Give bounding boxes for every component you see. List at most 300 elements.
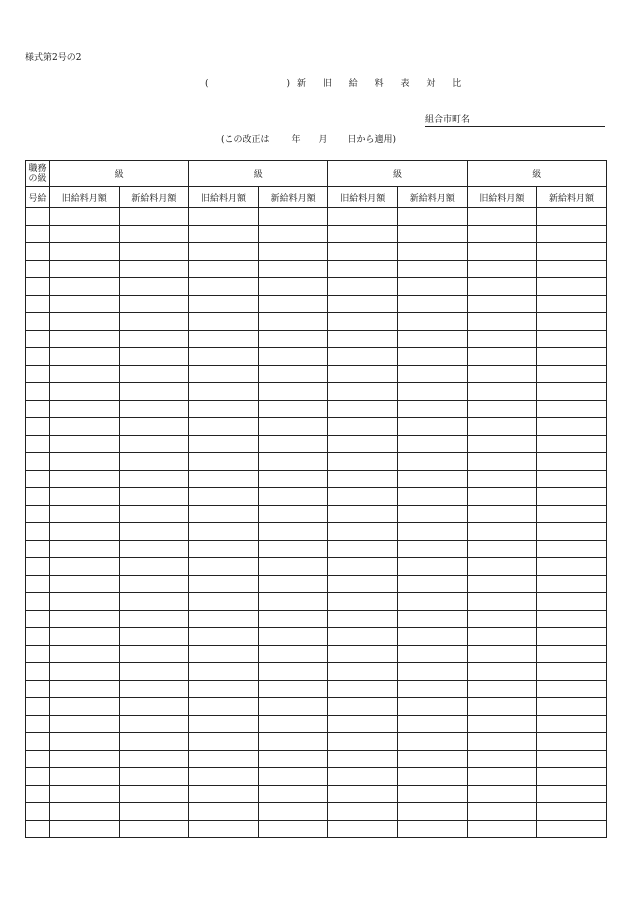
new-amount-cell[interactable] <box>119 260 189 278</box>
old-amount-cell[interactable] <box>467 645 537 663</box>
new-amount-cell[interactable] <box>537 400 607 418</box>
new-amount-cell[interactable] <box>119 540 189 558</box>
old-amount-cell[interactable] <box>467 470 537 488</box>
old-amount-cell[interactable] <box>328 313 398 331</box>
old-amount-cell[interactable] <box>189 628 259 646</box>
new-amount-cell[interactable] <box>398 313 468 331</box>
new-amount-cell[interactable] <box>537 278 607 296</box>
new-amount-cell[interactable] <box>119 645 189 663</box>
new-amount-cell[interactable] <box>258 768 328 786</box>
new-amount-cell[interactable] <box>537 750 607 768</box>
step-cell[interactable] <box>26 558 50 576</box>
old-amount-cell[interactable] <box>189 435 259 453</box>
new-amount-cell[interactable] <box>398 645 468 663</box>
old-amount-cell[interactable] <box>50 628 120 646</box>
old-amount-cell[interactable] <box>189 418 259 436</box>
new-amount-cell[interactable] <box>258 785 328 803</box>
new-amount-cell[interactable] <box>119 505 189 523</box>
new-amount-cell[interactable] <box>258 610 328 628</box>
old-amount-cell[interactable] <box>467 383 537 401</box>
old-amount-cell[interactable] <box>189 313 259 331</box>
old-amount-cell[interactable] <box>50 330 120 348</box>
new-amount-cell[interactable] <box>398 593 468 611</box>
old-amount-cell[interactable] <box>50 365 120 383</box>
old-amount-cell[interactable] <box>328 523 398 541</box>
step-cell[interactable] <box>26 348 50 366</box>
old-amount-cell[interactable] <box>467 208 537 226</box>
old-amount-cell[interactable] <box>189 295 259 313</box>
new-amount-cell[interactable] <box>537 610 607 628</box>
new-amount-cell[interactable] <box>119 785 189 803</box>
new-amount-cell[interactable] <box>537 820 607 838</box>
old-amount-cell[interactable] <box>467 278 537 296</box>
new-amount-cell[interactable] <box>398 365 468 383</box>
old-amount-cell[interactable] <box>328 225 398 243</box>
old-amount-cell[interactable] <box>328 295 398 313</box>
new-amount-cell[interactable] <box>398 260 468 278</box>
new-amount-cell[interactable] <box>258 383 328 401</box>
old-amount-cell[interactable] <box>328 663 398 681</box>
new-amount-cell[interactable] <box>258 313 328 331</box>
step-cell[interactable] <box>26 470 50 488</box>
new-amount-cell[interactable] <box>537 785 607 803</box>
step-cell[interactable] <box>26 208 50 226</box>
old-amount-cell[interactable] <box>50 505 120 523</box>
old-amount-cell[interactable] <box>189 663 259 681</box>
new-amount-cell[interactable] <box>119 453 189 471</box>
new-amount-cell[interactable] <box>258 243 328 261</box>
old-amount-cell[interactable] <box>467 593 537 611</box>
new-amount-cell[interactable] <box>398 243 468 261</box>
old-amount-cell[interactable] <box>189 645 259 663</box>
new-amount-cell[interactable] <box>398 505 468 523</box>
new-amount-cell[interactable] <box>119 628 189 646</box>
old-amount-cell[interactable] <box>328 698 398 716</box>
new-amount-cell[interactable] <box>119 680 189 698</box>
new-amount-cell[interactable] <box>537 453 607 471</box>
old-amount-cell[interactable] <box>189 558 259 576</box>
new-amount-cell[interactable] <box>119 435 189 453</box>
old-amount-cell[interactable] <box>328 383 398 401</box>
old-amount-cell[interactable] <box>467 750 537 768</box>
old-amount-cell[interactable] <box>328 558 398 576</box>
new-amount-cell[interactable] <box>119 348 189 366</box>
new-amount-cell[interactable] <box>398 803 468 821</box>
old-amount-cell[interactable] <box>467 365 537 383</box>
old-amount-cell[interactable] <box>50 558 120 576</box>
old-amount-cell[interactable] <box>328 715 398 733</box>
old-amount-cell[interactable] <box>467 418 537 436</box>
old-amount-cell[interactable] <box>467 400 537 418</box>
new-amount-cell[interactable] <box>119 225 189 243</box>
new-amount-cell[interactable] <box>258 733 328 751</box>
new-amount-cell[interactable] <box>398 453 468 471</box>
new-amount-cell[interactable] <box>119 768 189 786</box>
new-amount-cell[interactable] <box>398 785 468 803</box>
old-amount-cell[interactable] <box>189 610 259 628</box>
step-cell[interactable] <box>26 768 50 786</box>
new-amount-cell[interactable] <box>398 575 468 593</box>
old-amount-cell[interactable] <box>189 400 259 418</box>
new-amount-cell[interactable] <box>398 698 468 716</box>
old-amount-cell[interactable] <box>50 750 120 768</box>
old-amount-cell[interactable] <box>50 733 120 751</box>
new-amount-cell[interactable] <box>258 698 328 716</box>
old-amount-cell[interactable] <box>328 365 398 383</box>
step-cell[interactable] <box>26 330 50 348</box>
step-cell[interactable] <box>26 418 50 436</box>
old-amount-cell[interactable] <box>467 225 537 243</box>
old-amount-cell[interactable] <box>50 523 120 541</box>
old-amount-cell[interactable] <box>50 663 120 681</box>
step-cell[interactable] <box>26 435 50 453</box>
new-amount-cell[interactable] <box>119 803 189 821</box>
new-amount-cell[interactable] <box>119 733 189 751</box>
old-amount-cell[interactable] <box>328 348 398 366</box>
old-amount-cell[interactable] <box>328 803 398 821</box>
new-amount-cell[interactable] <box>398 400 468 418</box>
new-amount-cell[interactable] <box>258 295 328 313</box>
new-amount-cell[interactable] <box>537 313 607 331</box>
step-cell[interactable] <box>26 243 50 261</box>
old-amount-cell[interactable] <box>189 225 259 243</box>
old-amount-cell[interactable] <box>50 278 120 296</box>
old-amount-cell[interactable] <box>467 628 537 646</box>
new-amount-cell[interactable] <box>258 575 328 593</box>
new-amount-cell[interactable] <box>258 803 328 821</box>
step-cell[interactable] <box>26 260 50 278</box>
new-amount-cell[interactable] <box>258 330 328 348</box>
old-amount-cell[interactable] <box>328 645 398 663</box>
old-amount-cell[interactable] <box>50 453 120 471</box>
new-amount-cell[interactable] <box>398 225 468 243</box>
old-amount-cell[interactable] <box>467 803 537 821</box>
new-amount-cell[interactable] <box>537 365 607 383</box>
old-amount-cell[interactable] <box>189 453 259 471</box>
step-cell[interactable] <box>26 698 50 716</box>
new-amount-cell[interactable] <box>119 208 189 226</box>
step-cell[interactable] <box>26 785 50 803</box>
old-amount-cell[interactable] <box>50 593 120 611</box>
old-amount-cell[interactable] <box>467 768 537 786</box>
new-amount-cell[interactable] <box>398 330 468 348</box>
old-amount-cell[interactable] <box>189 330 259 348</box>
step-cell[interactable] <box>26 453 50 471</box>
new-amount-cell[interactable] <box>258 820 328 838</box>
old-amount-cell[interactable] <box>189 208 259 226</box>
old-amount-cell[interactable] <box>328 610 398 628</box>
new-amount-cell[interactable] <box>119 278 189 296</box>
old-amount-cell[interactable] <box>50 768 120 786</box>
step-cell[interactable] <box>26 313 50 331</box>
old-amount-cell[interactable] <box>467 505 537 523</box>
old-amount-cell[interactable] <box>328 820 398 838</box>
new-amount-cell[interactable] <box>537 243 607 261</box>
new-amount-cell[interactable] <box>119 470 189 488</box>
new-amount-cell[interactable] <box>537 680 607 698</box>
old-amount-cell[interactable] <box>467 313 537 331</box>
step-cell[interactable] <box>26 400 50 418</box>
old-amount-cell[interactable] <box>50 488 120 506</box>
old-amount-cell[interactable] <box>50 313 120 331</box>
new-amount-cell[interactable] <box>119 820 189 838</box>
old-amount-cell[interactable] <box>467 785 537 803</box>
step-cell[interactable] <box>26 505 50 523</box>
old-amount-cell[interactable] <box>328 400 398 418</box>
old-amount-cell[interactable] <box>328 505 398 523</box>
old-amount-cell[interactable] <box>328 750 398 768</box>
old-amount-cell[interactable] <box>328 453 398 471</box>
new-amount-cell[interactable] <box>537 540 607 558</box>
old-amount-cell[interactable] <box>50 610 120 628</box>
step-cell[interactable] <box>26 575 50 593</box>
new-amount-cell[interactable] <box>398 733 468 751</box>
new-amount-cell[interactable] <box>119 383 189 401</box>
new-amount-cell[interactable] <box>398 558 468 576</box>
old-amount-cell[interactable] <box>50 680 120 698</box>
step-cell[interactable] <box>26 540 50 558</box>
old-amount-cell[interactable] <box>467 558 537 576</box>
old-amount-cell[interactable] <box>189 715 259 733</box>
new-amount-cell[interactable] <box>537 330 607 348</box>
new-amount-cell[interactable] <box>398 278 468 296</box>
old-amount-cell[interactable] <box>467 610 537 628</box>
step-cell[interactable] <box>26 733 50 751</box>
old-amount-cell[interactable] <box>189 803 259 821</box>
old-amount-cell[interactable] <box>328 418 398 436</box>
old-amount-cell[interactable] <box>328 208 398 226</box>
new-amount-cell[interactable] <box>119 610 189 628</box>
new-amount-cell[interactable] <box>398 540 468 558</box>
old-amount-cell[interactable] <box>50 470 120 488</box>
new-amount-cell[interactable] <box>537 470 607 488</box>
step-cell[interactable] <box>26 523 50 541</box>
step-cell[interactable] <box>26 628 50 646</box>
new-amount-cell[interactable] <box>537 348 607 366</box>
old-amount-cell[interactable] <box>189 593 259 611</box>
new-amount-cell[interactable] <box>398 383 468 401</box>
old-amount-cell[interactable] <box>467 523 537 541</box>
old-amount-cell[interactable] <box>328 243 398 261</box>
step-cell[interactable] <box>26 750 50 768</box>
old-amount-cell[interactable] <box>50 540 120 558</box>
new-amount-cell[interactable] <box>119 593 189 611</box>
new-amount-cell[interactable] <box>258 418 328 436</box>
old-amount-cell[interactable] <box>328 540 398 558</box>
new-amount-cell[interactable] <box>119 698 189 716</box>
old-amount-cell[interactable] <box>189 768 259 786</box>
new-amount-cell[interactable] <box>119 663 189 681</box>
new-amount-cell[interactable] <box>537 733 607 751</box>
old-amount-cell[interactable] <box>189 505 259 523</box>
new-amount-cell[interactable] <box>258 470 328 488</box>
new-amount-cell[interactable] <box>537 225 607 243</box>
new-amount-cell[interactable] <box>537 628 607 646</box>
new-amount-cell[interactable] <box>258 225 328 243</box>
new-amount-cell[interactable] <box>398 470 468 488</box>
old-amount-cell[interactable] <box>189 698 259 716</box>
old-amount-cell[interactable] <box>189 470 259 488</box>
new-amount-cell[interactable] <box>398 295 468 313</box>
new-amount-cell[interactable] <box>537 575 607 593</box>
new-amount-cell[interactable] <box>258 663 328 681</box>
new-amount-cell[interactable] <box>119 575 189 593</box>
step-cell[interactable] <box>26 225 50 243</box>
new-amount-cell[interactable] <box>398 715 468 733</box>
new-amount-cell[interactable] <box>398 628 468 646</box>
new-amount-cell[interactable] <box>119 243 189 261</box>
old-amount-cell[interactable] <box>50 225 120 243</box>
new-amount-cell[interactable] <box>119 750 189 768</box>
old-amount-cell[interactable] <box>50 715 120 733</box>
old-amount-cell[interactable] <box>50 820 120 838</box>
new-amount-cell[interactable] <box>258 680 328 698</box>
old-amount-cell[interactable] <box>189 383 259 401</box>
old-amount-cell[interactable] <box>50 400 120 418</box>
new-amount-cell[interactable] <box>398 820 468 838</box>
old-amount-cell[interactable] <box>467 698 537 716</box>
old-amount-cell[interactable] <box>50 698 120 716</box>
old-amount-cell[interactable] <box>189 260 259 278</box>
old-amount-cell[interactable] <box>189 365 259 383</box>
step-cell[interactable] <box>26 383 50 401</box>
new-amount-cell[interactable] <box>398 435 468 453</box>
old-amount-cell[interactable] <box>467 488 537 506</box>
old-amount-cell[interactable] <box>189 348 259 366</box>
new-amount-cell[interactable] <box>537 488 607 506</box>
new-amount-cell[interactable] <box>537 698 607 716</box>
new-amount-cell[interactable] <box>258 558 328 576</box>
new-amount-cell[interactable] <box>119 715 189 733</box>
new-amount-cell[interactable] <box>537 435 607 453</box>
new-amount-cell[interactable] <box>398 523 468 541</box>
new-amount-cell[interactable] <box>258 278 328 296</box>
new-amount-cell[interactable] <box>258 348 328 366</box>
new-amount-cell[interactable] <box>258 593 328 611</box>
step-cell[interactable] <box>26 803 50 821</box>
new-amount-cell[interactable] <box>537 645 607 663</box>
old-amount-cell[interactable] <box>50 295 120 313</box>
new-amount-cell[interactable] <box>119 488 189 506</box>
old-amount-cell[interactable] <box>328 260 398 278</box>
old-amount-cell[interactable] <box>189 243 259 261</box>
new-amount-cell[interactable] <box>398 663 468 681</box>
new-amount-cell[interactable] <box>537 768 607 786</box>
old-amount-cell[interactable] <box>328 575 398 593</box>
new-amount-cell[interactable] <box>119 313 189 331</box>
step-cell[interactable] <box>26 295 50 313</box>
new-amount-cell[interactable] <box>258 505 328 523</box>
step-cell[interactable] <box>26 680 50 698</box>
new-amount-cell[interactable] <box>537 505 607 523</box>
new-amount-cell[interactable] <box>258 488 328 506</box>
step-cell[interactable] <box>26 593 50 611</box>
old-amount-cell[interactable] <box>189 278 259 296</box>
new-amount-cell[interactable] <box>398 208 468 226</box>
old-amount-cell[interactable] <box>50 260 120 278</box>
new-amount-cell[interactable] <box>258 435 328 453</box>
new-amount-cell[interactable] <box>258 260 328 278</box>
new-amount-cell[interactable] <box>258 208 328 226</box>
old-amount-cell[interactable] <box>328 785 398 803</box>
new-amount-cell[interactable] <box>258 523 328 541</box>
old-amount-cell[interactable] <box>467 243 537 261</box>
old-amount-cell[interactable] <box>189 785 259 803</box>
new-amount-cell[interactable] <box>398 488 468 506</box>
step-cell[interactable] <box>26 610 50 628</box>
old-amount-cell[interactable] <box>467 680 537 698</box>
old-amount-cell[interactable] <box>467 260 537 278</box>
new-amount-cell[interactable] <box>537 208 607 226</box>
new-amount-cell[interactable] <box>537 418 607 436</box>
old-amount-cell[interactable] <box>467 295 537 313</box>
new-amount-cell[interactable] <box>119 330 189 348</box>
old-amount-cell[interactable] <box>50 383 120 401</box>
old-amount-cell[interactable] <box>328 278 398 296</box>
new-amount-cell[interactable] <box>398 348 468 366</box>
old-amount-cell[interactable] <box>467 330 537 348</box>
old-amount-cell[interactable] <box>467 348 537 366</box>
new-amount-cell[interactable] <box>258 400 328 418</box>
old-amount-cell[interactable] <box>467 715 537 733</box>
new-amount-cell[interactable] <box>398 768 468 786</box>
new-amount-cell[interactable] <box>537 523 607 541</box>
new-amount-cell[interactable] <box>398 418 468 436</box>
new-amount-cell[interactable] <box>119 400 189 418</box>
old-amount-cell[interactable] <box>50 243 120 261</box>
old-amount-cell[interactable] <box>50 348 120 366</box>
old-amount-cell[interactable] <box>189 680 259 698</box>
new-amount-cell[interactable] <box>258 750 328 768</box>
old-amount-cell[interactable] <box>189 575 259 593</box>
new-amount-cell[interactable] <box>537 593 607 611</box>
old-amount-cell[interactable] <box>328 470 398 488</box>
old-amount-cell[interactable] <box>328 628 398 646</box>
old-amount-cell[interactable] <box>50 208 120 226</box>
old-amount-cell[interactable] <box>50 435 120 453</box>
new-amount-cell[interactable] <box>258 628 328 646</box>
old-amount-cell[interactable] <box>50 418 120 436</box>
old-amount-cell[interactable] <box>189 523 259 541</box>
old-amount-cell[interactable] <box>50 645 120 663</box>
old-amount-cell[interactable] <box>328 593 398 611</box>
new-amount-cell[interactable] <box>537 558 607 576</box>
old-amount-cell[interactable] <box>328 435 398 453</box>
old-amount-cell[interactable] <box>328 680 398 698</box>
old-amount-cell[interactable] <box>467 453 537 471</box>
new-amount-cell[interactable] <box>258 540 328 558</box>
new-amount-cell[interactable] <box>398 750 468 768</box>
new-amount-cell[interactable] <box>258 453 328 471</box>
new-amount-cell[interactable] <box>537 383 607 401</box>
step-cell[interactable] <box>26 365 50 383</box>
new-amount-cell[interactable] <box>537 295 607 313</box>
old-amount-cell[interactable] <box>467 820 537 838</box>
step-cell[interactable] <box>26 488 50 506</box>
new-amount-cell[interactable] <box>258 365 328 383</box>
new-amount-cell[interactable] <box>119 523 189 541</box>
new-amount-cell[interactable] <box>398 680 468 698</box>
new-amount-cell[interactable] <box>119 418 189 436</box>
old-amount-cell[interactable] <box>50 803 120 821</box>
old-amount-cell[interactable] <box>467 663 537 681</box>
new-amount-cell[interactable] <box>258 645 328 663</box>
new-amount-cell[interactable] <box>119 295 189 313</box>
old-amount-cell[interactable] <box>189 540 259 558</box>
new-amount-cell[interactable] <box>537 663 607 681</box>
old-amount-cell[interactable] <box>467 733 537 751</box>
new-amount-cell[interactable] <box>119 365 189 383</box>
